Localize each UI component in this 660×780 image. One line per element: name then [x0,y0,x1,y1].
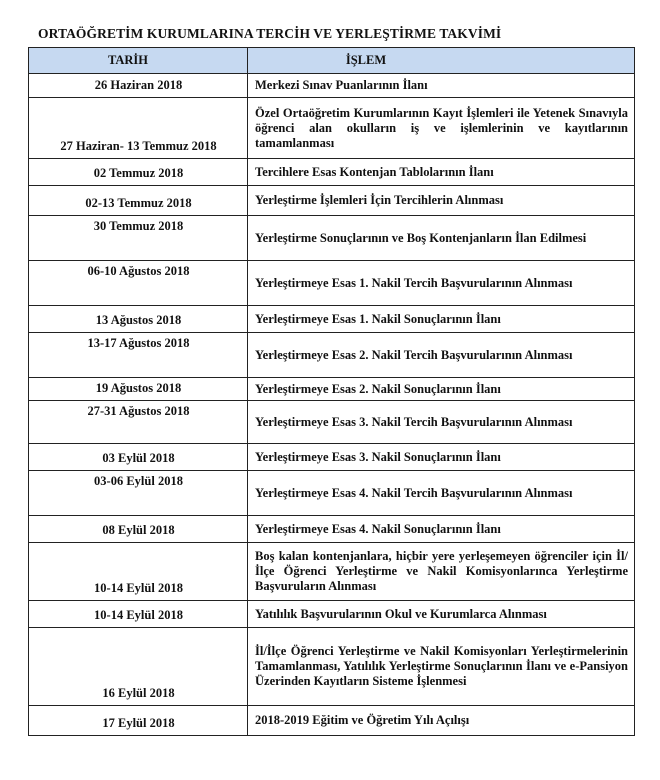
table-row [29,628,635,706]
operation-cell: Merkezi Sınav Puanlarının İlanı [248,74,635,98]
table-row [29,306,635,333]
operation-cell: Yerleştirmeye Esas 4. Nakil Tercih Başvurularının Alınması [248,471,635,516]
table-row [29,333,635,378]
date-cell: 02 Temmuz 2018 [29,159,248,186]
date-cell: 02-13 Temmuz 2018 [29,186,248,216]
date-cell: 03 Eylül 2018 [29,444,248,471]
table-row [29,186,635,216]
table-row [29,159,635,186]
date-cell: 26 Haziran 2018 [29,74,248,98]
table-row [29,216,635,261]
date-cell: 16 Eylül 2018 [29,628,248,706]
date-cell: 03-06 Eylül 2018 [29,471,248,516]
table-row [29,378,635,401]
date-cell: 13-17 Ağustos 2018 [29,333,248,378]
date-cell: 10-14 Eylül 2018 [29,601,248,628]
date-cell: 27 Haziran- 13 Temmuz 2018 [29,98,248,159]
table-row [29,706,635,736]
table-row [29,444,635,471]
table-row [29,74,635,98]
document-title: ORTAÖĞRETİM KURUMLARINA TERCİH VE YERLEŞTİRME TAKVİMİ [38,26,502,41]
operation-cell: Boş kalan kontenjanlara, hiçbir yere yerleşemeyen öğrenciler için İl/İlçe Öğrenci Yerleştirme ve Nakil Komisyonlarınca Yerleştirme Başvuruların Alınması [248,543,635,601]
operation-cell: 2018-2019 Eğitim ve Öğretim Yılı Açılışı [248,706,635,736]
table-row [29,471,635,516]
date-cell: 27-31 Ağustos 2018 [29,401,248,444]
date-cell: 06-10 Ağustos 2018 [29,261,248,306]
table-header-row [29,48,635,74]
operation-cell: Yerleştirmeye Esas 3. Nakil Sonuçlarının İlanı [248,444,635,471]
operation-cell: Yerleştirme Sonuçlarının ve Boş Kontenjanların İlan Edilmesi [248,216,635,261]
table-row [29,98,635,159]
operation-cell: Yerleştirmeye Esas 1. Nakil Sonuçlarının İlanı [248,306,635,333]
operation-cell: Yerleştirmeye Esas 4. Nakil Sonuçlarının İlanı [248,516,635,543]
operation-cell: Yatılılık Başvurularının Okul ve Kurumlarca Alınması [248,601,635,628]
date-cell: 19 Ağustos 2018 [29,378,248,401]
date-cell: 17 Eylül 2018 [29,706,248,736]
operation-cell: Yerleştirmeye Esas 1. Nakil Tercih Başvurularının Alınması [248,261,635,306]
table-row [29,543,635,601]
operation-cell: Yerleştirmeye Esas 2. Nakil Tercih Başvurularının Alınması [248,333,635,378]
schedule-table [28,47,635,736]
table-row [29,261,635,306]
operation-cell: Yerleştirmeye Esas 3. Nakil Tercih Başvurularının Alınması [248,401,635,444]
table-row [29,601,635,628]
operation-cell: Yerleştirme İşlemleri İçin Tercihlerin Alınması [248,186,635,216]
operation-cell: Yerleştirmeye Esas 2. Nakil Sonuçlarının İlanı [248,378,635,401]
date-cell: 30 Temmuz 2018 [29,216,248,261]
column-header-date: TARİH [29,48,248,74]
date-cell: 13 Ağustos 2018 [29,306,248,333]
table-row [29,401,635,444]
column-header-operation: İŞLEM [248,48,635,74]
table-row [29,516,635,543]
date-cell: 08 Eylül 2018 [29,516,248,543]
operation-cell: İl/İlçe Öğrenci Yerleştirme ve Nakil Komisyonları Yerleştirmelerinin Tamamlanması, Yatılılık Yerleştirme Sonuçlarının İlanı ve e-Pansiyon Üzerinden Kayıtların Sisteme İşlenmesi [248,628,635,706]
operation-cell: Özel Ortaöğretim Kurumlarının Kayıt İşlemleri ile Yetenek Sınavıyla öğrenci alan okulların iş ve işlemlerinin ve kayıtlarının tamamlanması [248,98,635,159]
operation-cell: Tercihlere Esas Kontenjan Tablolarının İlanı [248,159,635,186]
date-cell: 10-14 Eylül 2018 [29,543,248,601]
